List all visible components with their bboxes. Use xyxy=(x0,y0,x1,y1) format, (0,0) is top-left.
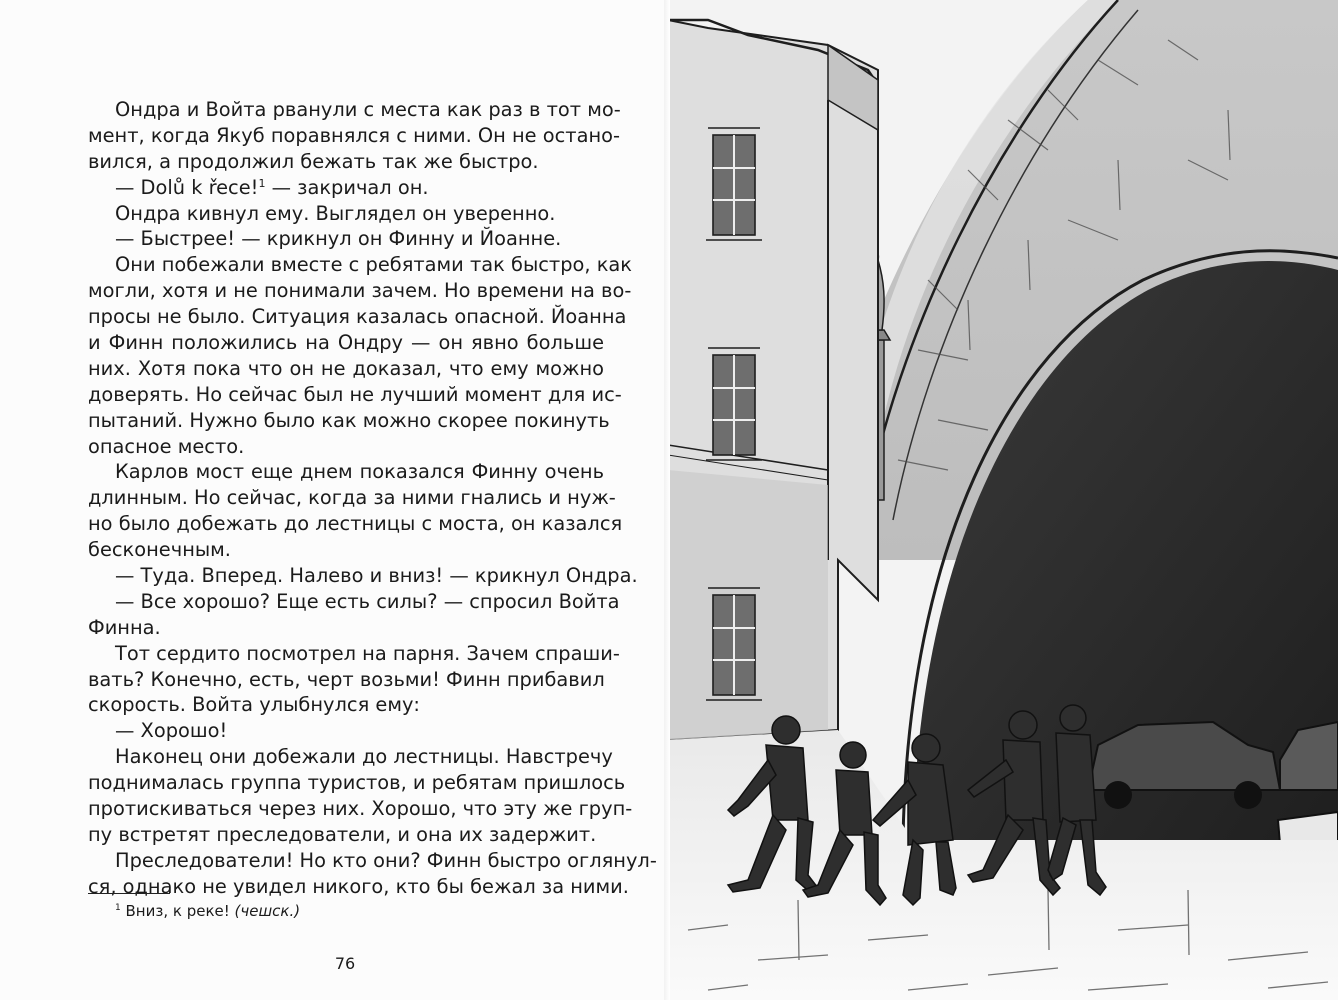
text-line: — Все хорошо? Еще есть силы? — спросил Войта xyxy=(115,589,620,613)
body-text xyxy=(88,97,657,900)
text-line: поднималась группа туристов, и ребятам пришлось xyxy=(88,771,626,795)
text-line: но было добежать до лестницы с моста, он казался xyxy=(88,512,623,536)
line-tail: — закричал он. xyxy=(265,175,429,199)
text-line: протискиваться через них. Хорошо, что эту же груп- xyxy=(88,797,633,821)
gutter xyxy=(664,0,670,1000)
ink-wash-illustration xyxy=(668,0,1338,1000)
car-wheel xyxy=(1234,781,1262,809)
text-line-with-footnote xyxy=(88,175,604,201)
text-line: пу встретят преследователи, и она их задержит. xyxy=(88,822,597,846)
text-line: и Финн положились на Ондру — он явно больше xyxy=(88,331,604,355)
footnote-marker: 1 xyxy=(115,903,121,913)
text-line: бесконечным. xyxy=(88,538,231,562)
text-line: Наконец они добежали до лестницы. Навстречу xyxy=(115,745,613,769)
text-line: пытаний. Нужно было как можно скорее покинуть xyxy=(88,408,610,432)
text-line: ся, однако не увидел никого, кто бы бежал за ними. xyxy=(88,874,629,898)
text-line: Финна. xyxy=(88,615,161,639)
text-line: них. Хотя пока что он не доказал, что ему можно xyxy=(88,356,604,380)
footnote-text: Вниз, к реке! xyxy=(120,902,235,920)
text-line: — Туда. Вперед. Налево и вниз! — крикнул Ондра. xyxy=(115,564,638,588)
text-line: доверять. Но сейчас был не лучший момент для ис- xyxy=(88,382,622,406)
text-line: длинным. Но сейчас, когда за ними гнались и нуж- xyxy=(88,486,616,510)
text-line: — Хорошо! xyxy=(115,719,228,743)
text-line: вать? Конечно, есть, черт возьми! Финн прибавил xyxy=(88,667,605,691)
text-line: Они побежали вместе с ребятами так быстро, как xyxy=(115,253,633,277)
text-line: Тот сердито посмотрел на парня. Зачем спраши- xyxy=(115,641,620,665)
text-line: скорость. Войта улыбнулся ему: xyxy=(88,693,420,717)
text-line: — Быстрее! — крикнул он Финну и Йоанне. xyxy=(115,227,562,251)
left-page xyxy=(0,0,668,1000)
text-line: могли, хотя и не понимали зачем. Но времени на во- xyxy=(88,279,632,303)
text-line: вился, а продолжил бежать так же быстро. xyxy=(88,149,539,173)
page-number: 76 xyxy=(334,954,356,973)
car-wheel xyxy=(1104,781,1132,809)
czech-phrase: — Dolů k řece! xyxy=(115,175,259,199)
footnote-note: (чешск.) xyxy=(234,902,301,920)
footnote xyxy=(115,900,300,922)
text-line: опасное место. xyxy=(88,434,245,458)
footnote-reference: 1 xyxy=(258,176,266,190)
text-line: Карлов мост еще днем показался Финну очень xyxy=(115,460,604,484)
text-line: мент, когда Якуб поравнялся с ними. Он не остано- xyxy=(88,123,621,147)
footnote-rule xyxy=(88,893,170,894)
text-line: Преследователи! Но кто они? Финн быстро оглянул- xyxy=(115,848,657,872)
text-line: Ондра кивнул ему. Выглядел он уверенно. xyxy=(115,201,556,225)
text-line: Ондра и Войта рванули с места как раз в тот мо- xyxy=(115,98,621,121)
text-line: просы не было. Ситуация казалась опасной. Йоанна xyxy=(88,305,627,329)
illustration-page xyxy=(668,0,1338,1000)
